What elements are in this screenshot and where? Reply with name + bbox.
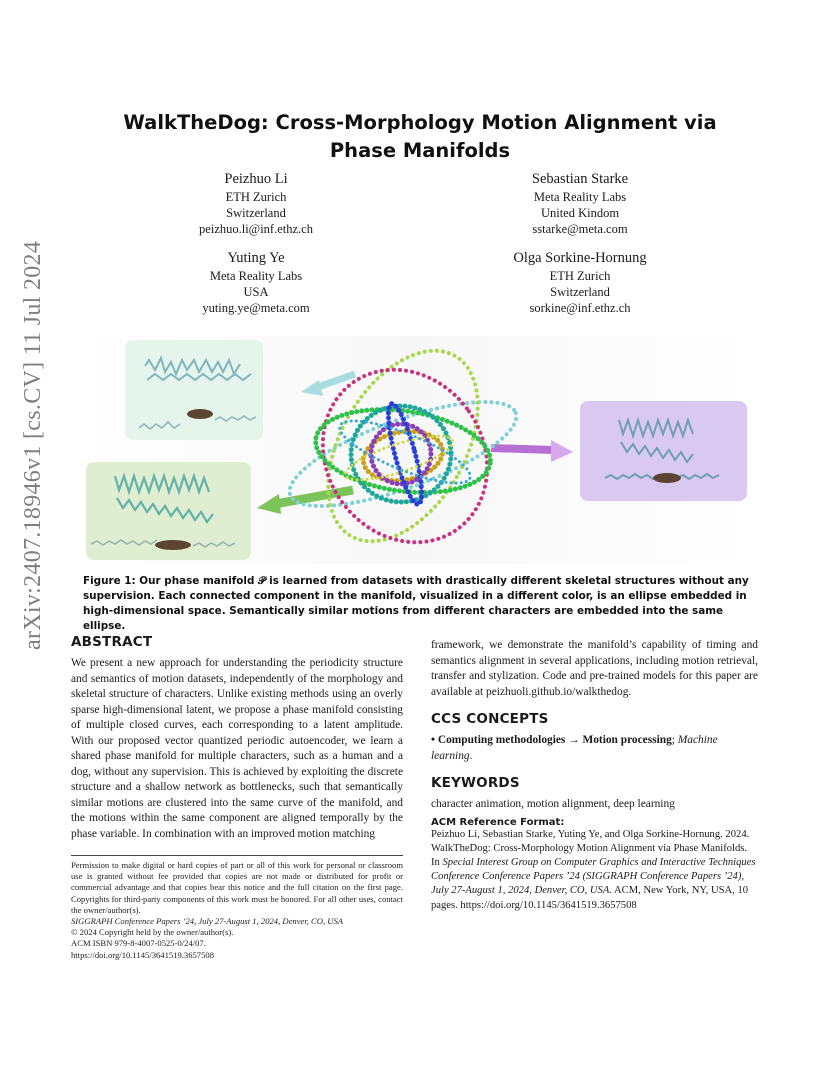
right-column bbox=[431, 638, 758, 913]
ccs-bullet: • bbox=[431, 734, 438, 746]
arxiv-identifier-stamp: arXiv:2407.18946v1 [cs.CV] 11 Jul 2024 bbox=[20, 240, 46, 650]
author-country: Switzerland bbox=[226, 206, 286, 220]
ccs-primary: Computing methodologies → Motion processing bbox=[437, 734, 672, 746]
acm-reference-heading: ACM Reference Format: bbox=[431, 816, 565, 828]
author-affiliation: Meta Reality Labs bbox=[533, 190, 627, 204]
isbn-line: ACM ISBN 979-8-4007-0525-0/24/07. bbox=[71, 938, 206, 949]
ccs-concepts bbox=[431, 733, 758, 764]
author-name: Yuting Ye bbox=[227, 250, 285, 266]
dog-figure-1 bbox=[187, 409, 213, 419]
author-name: Olga Sorkine-Hornung bbox=[513, 250, 647, 266]
author-name: Peizhuo Li bbox=[224, 171, 288, 187]
ccs-separator: ; bbox=[671, 734, 678, 746]
copyright-line: © 2024 Copyright held by the owner/author(s). bbox=[71, 927, 234, 938]
acm-reference-post: . ACM, New York, NY, USA, 10 pages. https://doi.org/10.1145/3641519.3657508 bbox=[431, 885, 749, 911]
author-affiliation: Meta Reality Labs bbox=[209, 269, 303, 283]
keywords-heading: KEYWORDS bbox=[431, 775, 520, 791]
teaser-figure bbox=[83, 336, 753, 564]
permission-notice: Permission to make digital or hard copies of part or all of this work for personal or classroom use is granted without fee provided that copies are not made or distributed for profit or commercial advantage and that copies bear this notice and the full citation on the first page. Copyrights for third-party components of this work must be honored. For all other uses, contact the owner/author(s). bbox=[71, 860, 403, 915]
abstract-text: We present a new approach for understanding the periodicity structure and semantics of motion datasets, independently of the morphology and skeletal structure of characters. Unlike existing methods using an overly sparse high-dimensional latent, we propose a phase manifold consisting of multiple closed curves, each corresponding to a latent amplitude. With our proposed vector quantized periodic autoencoder, we learn a shared phase manifold for multiple characters, such as a human and a dog, without any supervision. This is achieved by exploiting the discrete structure and a shallow network as bottlenecks, such that semantically similar motions are clustered into the same curve of the manifold, and the motions within the same component are aligned temporally by the phase variable. In combination with an improved motion matching bbox=[71, 657, 403, 840]
author-name: Sebastian Starke bbox=[531, 171, 629, 187]
author-email: sorkine@inf.ethz.ch bbox=[529, 301, 631, 315]
author-country: Switzerland bbox=[550, 285, 610, 299]
paper-title: WalkTheDog: Cross-Morphology Motion Alignment via Phase Manifolds bbox=[123, 111, 717, 162]
acm-reference-venue: Special Interest Group on Computer Graphics and Interactive Techniques Conference Conference Papers ’24 (SIGGRAPH Conference Papers ’24), July 27-August 1, 2024, Denver, CO, USA bbox=[431, 856, 756, 897]
author-block-1 bbox=[156, 170, 356, 237]
author-country: United Kindom bbox=[540, 206, 620, 220]
author-affiliation: ETH Zurich bbox=[225, 190, 287, 204]
author-email: yuting.ye@meta.com bbox=[202, 301, 310, 315]
dog-figure-3 bbox=[653, 473, 681, 483]
author-block-4 bbox=[470, 249, 690, 316]
acm-reference-text bbox=[431, 828, 758, 913]
abstract-heading: ABSTRACT bbox=[71, 634, 153, 650]
doi-line: https://doi.org/10.1145/3641519.3657508 bbox=[71, 949, 214, 960]
author-block-2 bbox=[480, 170, 680, 237]
ccs-heading: CCS CONCEPTS bbox=[431, 711, 549, 727]
author-block-3 bbox=[146, 249, 366, 316]
author-email: sstarke@meta.com bbox=[532, 222, 628, 236]
author-affiliation: ETH Zurich bbox=[549, 269, 611, 283]
ccs-secondary: Machine learning bbox=[431, 734, 718, 762]
abstract-continuation: framework, we demonstrate the manifold’s capability of timing and semantics alignment in several applications, including motion retrieval, transfer and stylization. Code and pre-trained models for this paper are available at peizhuoli.github.io/walkthedog. bbox=[431, 639, 758, 698]
conference-info: SIGGRAPH Conference Papers ’24, July 27-August 1, 2024, Denver, CO, USA bbox=[71, 916, 343, 927]
author-country: USA bbox=[243, 285, 269, 299]
ccs-end: . bbox=[469, 749, 473, 762]
dog-figure-2 bbox=[155, 540, 191, 550]
keywords-text: character animation, motion alignment, deep learning bbox=[431, 798, 675, 810]
figure-caption: Figure 1: Our phase manifold 𝒫 is learned from datasets with drastically different skeletal structures without any supervision. Each connected component in the manifold, visualized in a different color, is an ellipse embedded in high-dimensional space. Semantically similar motions from different characters are embedded into the same ellipse. bbox=[83, 575, 749, 632]
author-email: peizhuo.li@inf.ethz.ch bbox=[199, 222, 313, 236]
footnote-divider bbox=[71, 855, 403, 856]
copyright-footnote bbox=[71, 860, 403, 961]
dog-motion-panel bbox=[580, 401, 747, 501]
acm-reference-pre: Peizhuo Li, Sebastian Starke, Yuting Ye, and Olga Sorkine-Hornung. 2024. WalkTheDog: Cross-Morphology Motion Alignment via Phase Manifolds. In bbox=[431, 828, 750, 868]
